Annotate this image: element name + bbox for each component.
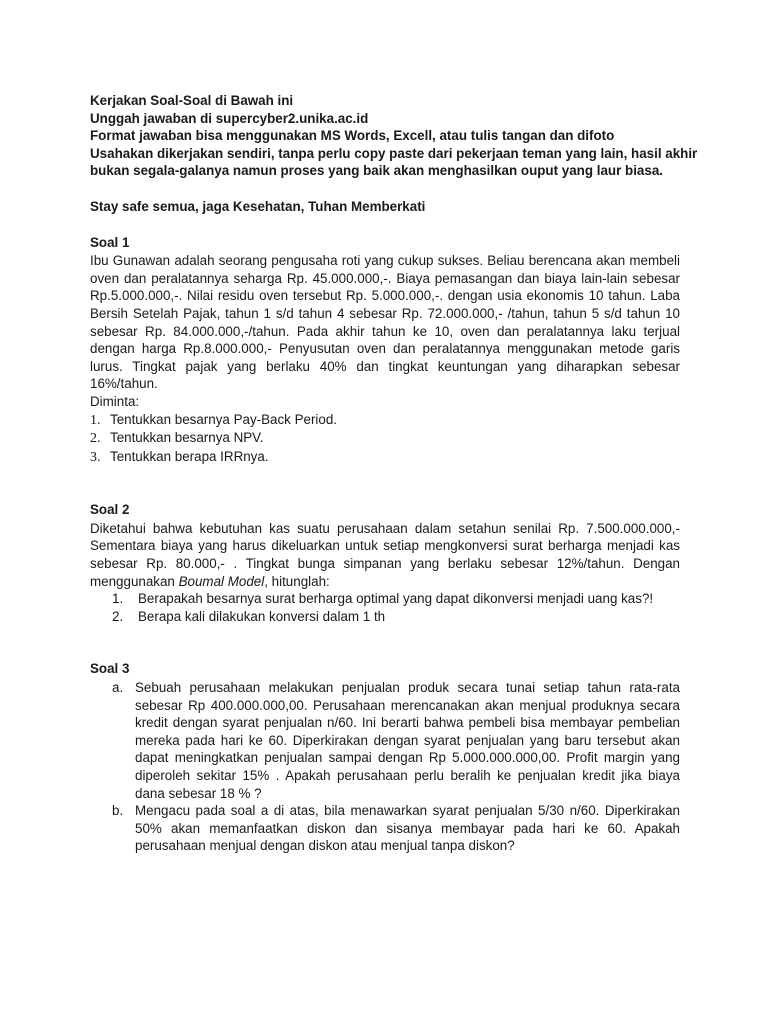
soal-3-section (90, 660, 680, 855)
list-item (90, 448, 680, 467)
document-page (90, 92, 698, 855)
soal-1-section (90, 234, 680, 467)
list-item (90, 590, 680, 608)
soal-2-text-pre: Diketahui bahwa kebutuhan kas suatu perusahaan dalam setahun senilai Rp. 7.500.000.000,- Sementara biaya yang harus dikeluarkan untuk setiap mengkonversi surat berharga menjadi kas sebesar Rp. 80.000,- . Tingkat bunga simpanan yang berlaku sebesar 12%/tahun. Dengan menggunakan (90, 520, 680, 589)
greeting: Stay safe semua, jaga Kesehatan, Tuhan Memberkati (90, 198, 426, 214)
list-text: Tentukkan besarnya NPV. (110, 430, 264, 446)
soal-2-paragraph (90, 520, 680, 590)
list-text: Tentukkan berapa IRRnya. (110, 448, 269, 464)
list-text: Tentukkan besarnya Pay-Back Period. (110, 411, 338, 427)
soal-1-questions (90, 411, 680, 467)
instructions-header (90, 92, 698, 180)
list-letter: b. (112, 803, 124, 819)
list-item (90, 679, 680, 802)
list-number: 1. (90, 412, 101, 428)
list-text: Berapa kali dilakukan konversi dalam 1 th (138, 608, 386, 624)
list-number: 1. (112, 591, 124, 607)
soal-1-diminta: Diminta: (90, 393, 140, 409)
instruction-line: Unggah jawaban di supercyber2.unika.ac.id (90, 110, 369, 126)
list-text: Mengacu pada soal a di atas, bila menawarkan syarat penjualan 5/30 n/60. Diperkirakan 50% akan memanfaatkan diskon dan sisanya membayar pada hari ke 60. Apakah perusahaan menjual dengan diskon atau menjual tanpa diskon? (135, 803, 680, 854)
list-item (90, 608, 680, 626)
instruction-line: Usahakan dikerjakan sendiri, tanpa perlu copy paste dari pekerjaan teman yang lain, hasil akhir (90, 145, 698, 161)
soal-2-text-post: , hitunglah: (264, 573, 330, 589)
list-item (90, 429, 680, 448)
list-text: Berapakah besarnya surat berharga optimal yang dapat dikonversi menjadi uang kas?! (138, 591, 654, 607)
soal-2-title: Soal 2 (90, 502, 130, 518)
list-letter: a. (112, 680, 124, 696)
instruction-line: bukan segala-galanya namun proses yang baik akan menghasilkan ouput yang laur biasa. (90, 163, 663, 179)
list-number: 2. (112, 608, 124, 624)
instruction-line: Kerjakan Soal-Soal di Bawah ini (90, 93, 294, 108)
soal-2-questions (90, 590, 680, 625)
soal-2-model-name: Boumal Model (178, 573, 265, 589)
soal-2-section (90, 501, 680, 625)
soal-3-title: Soal 3 (90, 661, 130, 677)
list-number: 2. (90, 431, 101, 447)
list-text: Sebuah perusahaan melakukan penjualan produk secara tunai setiap tahun rata-rata sebesar Rp 400.000.000,00. Perusahaan merencanakan akan menjual produknya secara kredit dengan syarat penjualan n/60. Ini berarti bahwa pembeli bisa membayar pembelian mereka pada hari ke 60. Diperkirakan dengan syarat penjualan yang baru tersebut akan dapat meningkatkan penjualan sampai dengan Rp 5.000.000.000,00. Profit margin yang diperoleh sekitar 15% . Apakah perusahaan perlu beralih ke penjualan kredit jika biaya dana sebesar 18 % ? (135, 680, 680, 801)
soal-1-title: Soal 1 (90, 234, 130, 250)
list-item (90, 411, 680, 430)
soal-3-questions (90, 679, 680, 855)
list-item (90, 802, 680, 855)
soal-1-paragraph: Ibu Gunawan adalah seorang pengusaha roti yang cukup sukses. Beliau berencana akan membeli oven dan peralatannya seharga Rp. 45.000.000,-. Biaya pemasangan dan biaya lain-lain sebesar Rp.5.000.000,-. Nilai residu oven tersebut Rp. 5.000.000,-. dengan usia ekonomis 10 tahun. Laba Bersih Setelah Pajak, tahun 1 s/d tahun 4 sebesar Rp. 72.000.000,- /tahun, tahun 5 s/d tahun 10 sebesar Rp. 84.000.000,-/tahun. Pada akhir tahun ke 10, oven dan peralatannya laku terjual dengan harga Rp.8.000.000,- Penyusutan oven dan peralatannya menggunakan metode garis lurus. Tingkat pajak yang berlaku 40% dan tingkat keuntungan yang diharapkan sebesar 16%/tahun. (90, 253, 680, 392)
list-number: 3. (90, 449, 101, 465)
instruction-line: Format jawaban bisa menggunakan MS Words, Excell, atau tulis tangan dan difoto (90, 128, 615, 144)
